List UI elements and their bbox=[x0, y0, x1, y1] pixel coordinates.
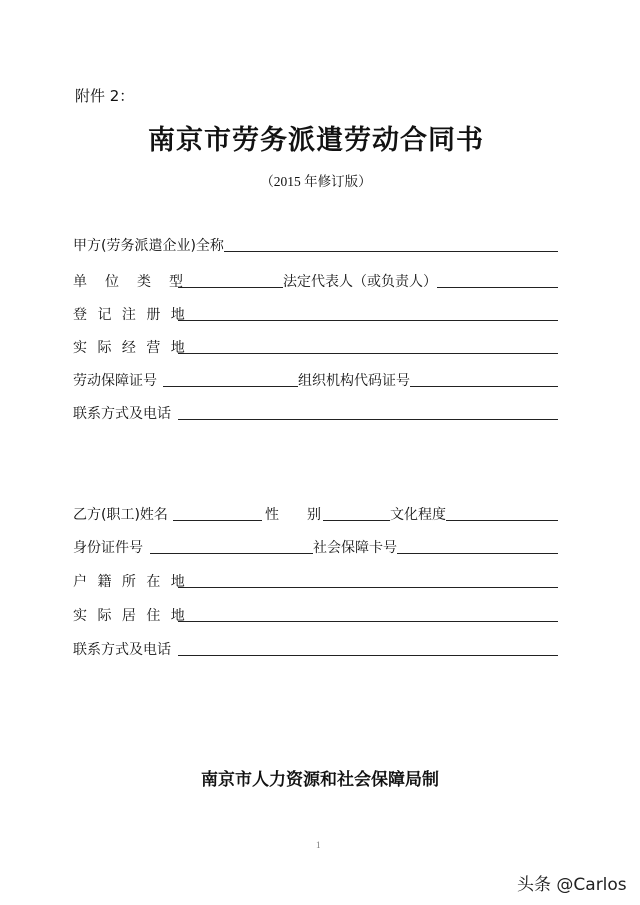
party-a-contact-label: 联系方式及电话 bbox=[73, 406, 171, 422]
id-row bbox=[73, 537, 558, 557]
legal-rep-field[interactable] bbox=[437, 287, 558, 288]
unit-type-field[interactable] bbox=[178, 287, 283, 288]
party-b-name-field[interactable] bbox=[173, 520, 262, 521]
party-a-contact-row bbox=[73, 403, 558, 423]
education-label: 文化程度 bbox=[390, 507, 446, 523]
watermark: 头条 @Carlos bbox=[517, 875, 627, 895]
page-number: 1 bbox=[316, 840, 321, 850]
legal-rep-label: 法定代表人（或负责人） bbox=[283, 274, 437, 290]
reg-address-field[interactable] bbox=[178, 320, 558, 321]
unit-type-label: 单 位 类 型 bbox=[73, 274, 185, 290]
org-code-label: 组织机构代码证号 bbox=[298, 373, 410, 389]
party-b-contact-label: 联系方式及电话 bbox=[73, 642, 171, 658]
document-title: 南京市劳务派遣劳动合同书 bbox=[148, 125, 484, 156]
education-field[interactable] bbox=[446, 520, 558, 521]
party-b-contact-field[interactable] bbox=[178, 655, 558, 656]
party-b-name-row bbox=[73, 504, 558, 524]
residence-field[interactable] bbox=[178, 621, 558, 622]
labor-cert-label: 劳动保障证号 bbox=[73, 373, 157, 389]
household-field[interactable] bbox=[178, 587, 558, 588]
reg-address-label: 登 记 注 册 地 bbox=[73, 307, 188, 323]
document-subtitle: （2015 年修订版） bbox=[260, 174, 372, 189]
op-address-field[interactable] bbox=[178, 353, 558, 354]
op-address-row bbox=[73, 337, 558, 357]
household-row bbox=[73, 571, 558, 591]
party-b-name-label: 乙方(职工)姓名 bbox=[73, 507, 168, 523]
social-card-label: 社会保障卡号 bbox=[313, 540, 397, 556]
attachment-label: 附件 2： bbox=[75, 87, 135, 105]
labor-cert-field[interactable] bbox=[163, 386, 298, 387]
unit-type-row bbox=[73, 271, 558, 291]
org-code-field[interactable] bbox=[410, 386, 558, 387]
issuer-line: 南京市人力资源和社会保障局制 bbox=[201, 770, 439, 790]
id-field[interactable] bbox=[150, 553, 313, 554]
party-a-name-field[interactable] bbox=[224, 251, 558, 252]
party-a-name-label: 甲方(劳务派遣企业)全称 bbox=[73, 238, 224, 254]
household-label: 户 籍 所 在 地 bbox=[73, 574, 188, 590]
op-address-label: 实 际 经 营 地 bbox=[73, 340, 188, 356]
labor-cert-row bbox=[73, 370, 558, 390]
social-card-field[interactable] bbox=[397, 553, 558, 554]
residence-row bbox=[73, 605, 558, 625]
party-a-name-row bbox=[73, 235, 558, 255]
residence-label: 实 际 居 住 地 bbox=[73, 608, 188, 624]
reg-address-row bbox=[73, 304, 558, 324]
gender-field[interactable] bbox=[323, 520, 390, 521]
id-label: 身份证件号 bbox=[73, 540, 143, 556]
gender-label: 性 别 bbox=[265, 507, 321, 523]
party-b-contact-row bbox=[73, 639, 558, 659]
party-a-contact-field[interactable] bbox=[178, 419, 558, 420]
